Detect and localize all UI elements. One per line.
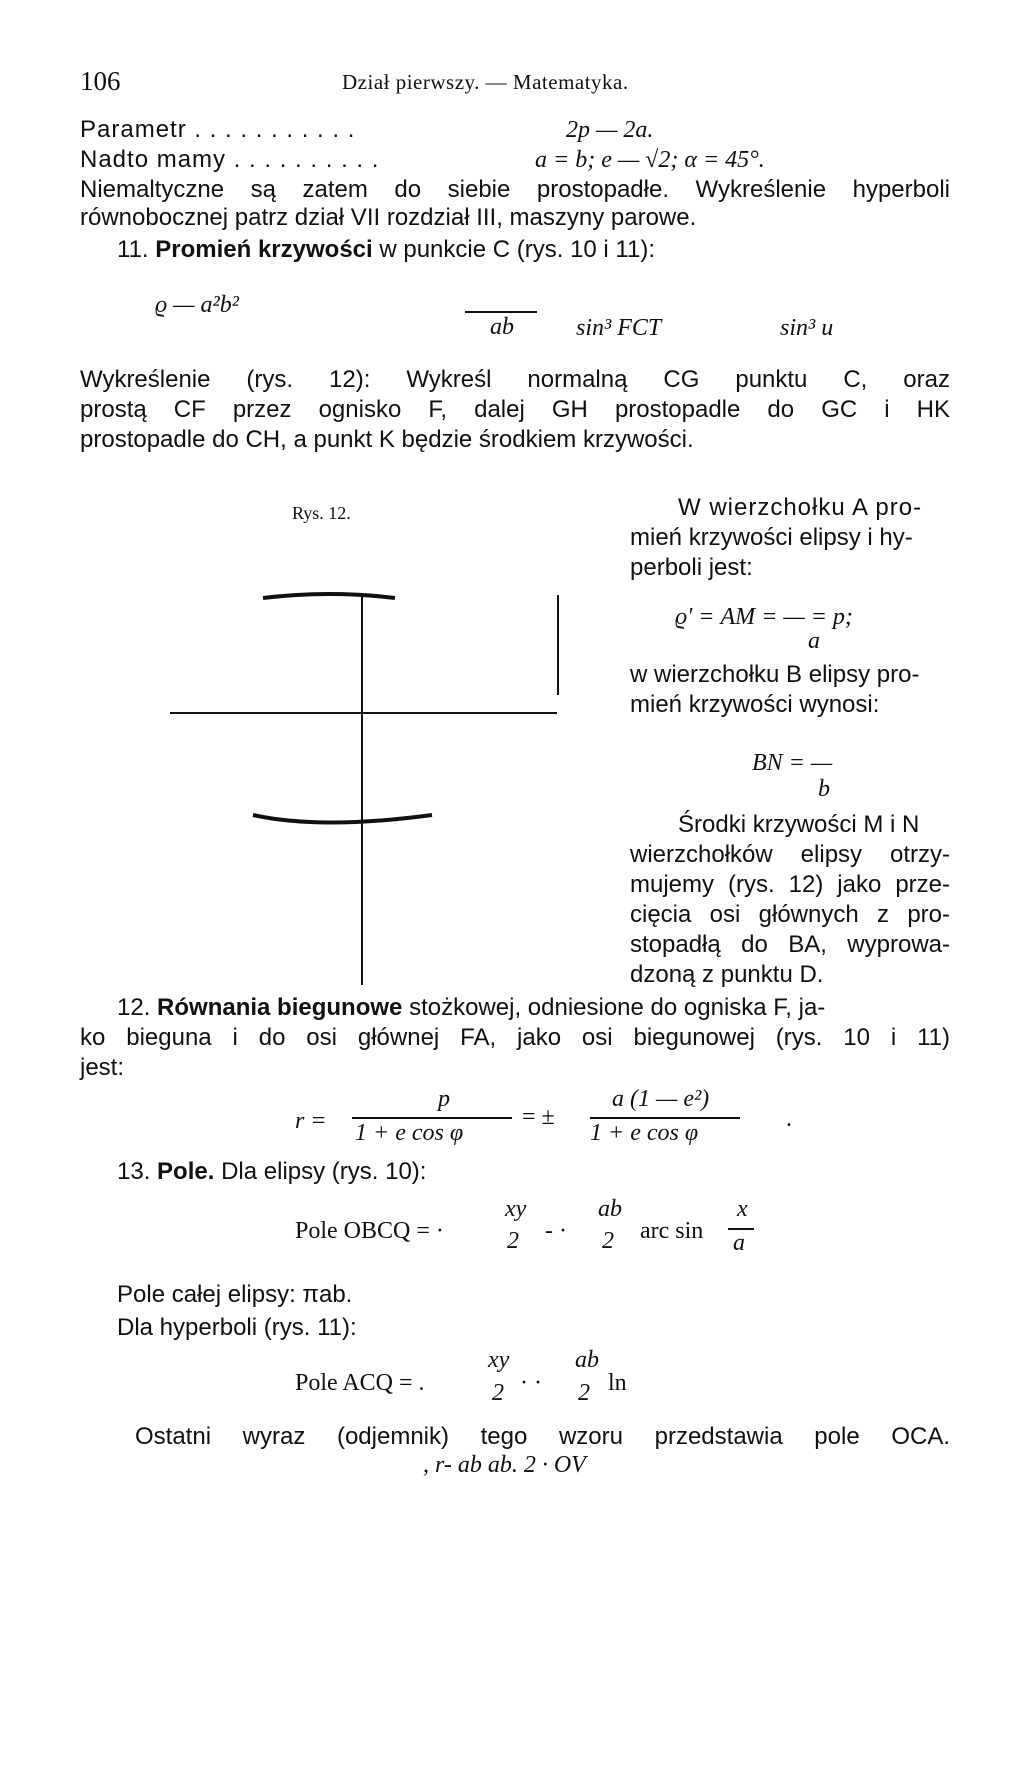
section-11-title: Promień krzywości (155, 236, 373, 263)
formula-pole1-sep: - · (545, 1218, 567, 1244)
section-12-line-1 (117, 993, 950, 1023)
formula-rho-sin-fct: sin³ FCT (576, 315, 662, 341)
formula-r-den2: 1 + e cos φ (590, 1120, 699, 1146)
right-text-1: W wierzchołku A pro- (678, 494, 923, 521)
line-niemaltyczne: Niemaltyczne są zatem do siebie prostopadłe. Wykreślenie hyperboli (80, 176, 950, 203)
right-text-9: cięcia osi głównych z pro- (630, 901, 950, 928)
formula-r-end: . (786, 1106, 792, 1132)
formula-rho-sin-u: sin³ u (780, 315, 834, 341)
formula-pole1-f3-num: x (737, 1196, 748, 1222)
running-title: Dział pierwszy. — Matematyka. (342, 70, 629, 94)
formula-rho-fraction-line (465, 311, 537, 313)
formula-r-num2: a (1 — e²) (612, 1086, 710, 1112)
section-12-line-2: ko bieguna i do osi głównej FA, jako osi biegunowej (rys. 10 i 11) (80, 1024, 950, 1051)
right-text-5: mień krzywości wynosi: (630, 691, 880, 718)
section-12-title: Równania biegunowe (157, 994, 403, 1021)
formula-pole1-f2-num: ab (598, 1196, 622, 1222)
para-wykreslenie-1: Wykreślenie (rys. 12): Wykreśl normalną CG punktu C, oraz (80, 366, 950, 393)
right-text-7: wierzchołków elipsy otrzy- (630, 841, 950, 868)
line-parametr-value: 2p — 2a. (566, 117, 654, 143)
formula-r-num1: p (438, 1086, 450, 1112)
formula-pole1-arc: arc sin (640, 1218, 704, 1244)
line-parametr-label: Parametr . . . . . . . . . . . (80, 116, 356, 143)
line-nadto-label: Nadto mamy . . . . . . . . . . (80, 146, 380, 173)
figure-lower-curve (253, 815, 432, 823)
pole-calej-elipsy: Pole całej elipsy: πab. (117, 1281, 353, 1308)
formula-pole2-ln: ln (608, 1370, 627, 1396)
section-12-line-3: jest: (80, 1054, 125, 1081)
formula-pole2-label: Pole ACQ = . (295, 1370, 425, 1396)
formula-bn: BN = — (752, 750, 833, 776)
right-text-10: stopadłą do BA, wyprowa- (630, 931, 950, 958)
formula-r-lhs: r = (295, 1108, 327, 1134)
formula-rho-prime-den: a (808, 628, 820, 654)
figure-caption: Rys. 12. (292, 503, 351, 523)
formula-pole2-f2-num: ab (575, 1347, 599, 1373)
formula-pole1-f2-den: 2 (602, 1228, 614, 1254)
formula-rho-ab: ab (490, 314, 514, 340)
para-wykreslenie-3: prostopadle do CH, a punkt K będzie środkiem krzywości. (80, 426, 694, 453)
right-text-6: Środki krzywości M i N (678, 811, 920, 838)
right-text-4: w wierzchołku B elipsy pro- (630, 661, 920, 688)
formula-pole1-f3-den: a (733, 1230, 745, 1256)
formula-pole2-sep: · · (520, 1370, 542, 1396)
formula-r-line1 (352, 1117, 512, 1119)
bottom-line-1: Ostatni wyraz (odjemnik) tego wzoru przedstawia pole OCA. (135, 1423, 950, 1450)
section-13-title: Pole. (157, 1158, 215, 1185)
right-text-11: dzoną z punktu D. (630, 961, 824, 988)
formula-pole2-f1-den: 2 (492, 1380, 504, 1406)
formula-pole1-label: Pole OBCQ = · (295, 1218, 444, 1244)
para-wykreslenie-2: prostą CF przez ognisko F, dalej GH prostopadle do GC i HK (80, 396, 950, 423)
formula-r-mid: = ± (522, 1104, 555, 1130)
section-12-rest: stożkowej, odniesione do ogniska F, ja- (409, 994, 826, 1021)
figure-upper-curve (263, 594, 395, 598)
formula-pole1-f1-den: 2 (507, 1228, 519, 1254)
figure-12-drawing (145, 585, 570, 995)
section-13-number: 13. (117, 1158, 151, 1185)
formula-r-den1: 1 + e cos φ (355, 1120, 464, 1146)
section-12-number: 12. (117, 994, 151, 1021)
formula-pole2-f1-num: xy (488, 1347, 510, 1373)
line-rownobocznej: równobocznej patrz dział VII rozdział III, maszyny parowe. (80, 204, 697, 231)
line-nadto-value: a = b; e — √2; α = 45°. (535, 147, 765, 173)
right-text-2: mień krzywości elipsy i hy- (630, 524, 913, 551)
right-text-3: perboli jest: (630, 554, 753, 581)
formula-pole1-f1-num: xy (505, 1196, 527, 1222)
bottom-line-2: , r- ab ab. 2 · OV (423, 1452, 586, 1478)
section-13-rest: Dla elipsy (rys. 10): (221, 1158, 427, 1185)
formula-bn-den: b (818, 776, 830, 802)
section-13-line (117, 1157, 426, 1187)
formula-r-line2 (590, 1117, 740, 1119)
dla-hyperboli: Dla hyperboli (rys. 11): (117, 1314, 357, 1341)
section-11-rest: w punkcie C (rys. 10 i 11): (379, 236, 656, 263)
right-text-8: mujemy (rys. 12) jako prze- (630, 871, 950, 898)
section-11-number: 11. (117, 236, 149, 263)
page-number: 106 (80, 66, 121, 96)
formula-rho-prime: ϱ' = AM = — = p; (675, 604, 853, 630)
section-11-heading (117, 235, 655, 265)
formula-rho-left: ϱ — a²b² (155, 292, 239, 318)
formula-pole2-f2-den: 2 (578, 1380, 590, 1406)
